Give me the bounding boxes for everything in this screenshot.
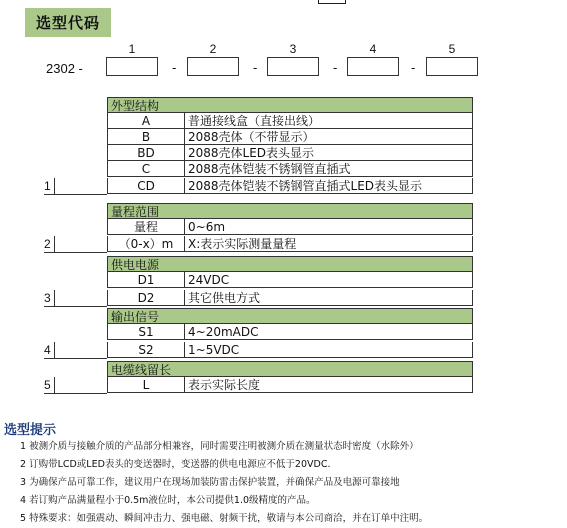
option-desc: 1~5VDC <box>185 342 473 358</box>
option-desc: 2088壳体铠装不锈钢管直插式 <box>185 161 473 177</box>
position-number-2: 2 <box>209 42 217 56</box>
index-line <box>44 194 107 195</box>
position-number-1: 1 <box>128 42 136 56</box>
group-header: 输出信号 <box>107 308 473 324</box>
index-line <box>44 306 107 307</box>
option-code: 量程 <box>107 219 185 235</box>
group-index: 2 <box>44 236 55 252</box>
group-index: 5 <box>44 377 55 393</box>
option-code: CD <box>107 178 185 194</box>
option-code: A <box>107 113 185 129</box>
index-line <box>44 393 107 394</box>
group-header: 外型结构 <box>107 97 473 113</box>
position-number-4: 4 <box>369 42 377 56</box>
option-code: （0-x）m <box>107 236 185 252</box>
code-dash: - <box>253 60 258 75</box>
option-code: L <box>107 377 185 393</box>
group-index: 3 <box>44 290 55 306</box>
option-code: S2 <box>107 342 185 358</box>
group-index: 1 <box>44 178 55 194</box>
option-desc: 0~6m <box>185 219 473 235</box>
option-code: S1 <box>107 324 185 340</box>
tip-item: 4 若订购产品满量程小于0.5m液位时，本公司提供1.0级精度的产品。 <box>20 495 316 506</box>
code-slot-2 <box>187 57 239 76</box>
index-line <box>44 358 107 359</box>
option-desc: 表示实际长度 <box>185 377 473 393</box>
page-title: 选型代码 <box>25 8 111 37</box>
option-code: BD <box>107 145 185 161</box>
position-number-3: 3 <box>289 42 297 56</box>
option-desc: 24VDC <box>185 272 473 288</box>
code-dash: - <box>411 60 416 75</box>
option-desc: 2088壳体铠装不锈钢管直插式LED表头显示 <box>185 178 473 194</box>
position-number-5: 5 <box>448 42 456 56</box>
tip-item: 2 订购带LCD或LED表头的变送器时，变送器的供电电源应不低于20VDC. <box>20 459 331 470</box>
code-dash: - <box>172 60 177 75</box>
option-code: B <box>107 129 185 145</box>
index-line <box>44 252 107 253</box>
option-code: C <box>107 161 185 177</box>
code-slot-1 <box>106 57 158 76</box>
option-desc: 2088壳体LED表头显示 <box>185 145 473 161</box>
option-desc: 普通接线盒（直接出线） <box>185 113 473 129</box>
option-code: D2 <box>107 290 185 306</box>
option-desc: 4~20mADC <box>185 324 473 340</box>
top-bracket <box>318 0 346 4</box>
group-header: 电缆线留长 <box>107 361 473 377</box>
code-slot-5 <box>426 57 478 76</box>
option-desc: 其它供电方式 <box>185 290 473 306</box>
code-dash: - <box>333 60 338 75</box>
tip-item: 5 特殊要求：如强震动、瞬间冲击力、强电磁、射频干扰，敬请与本公司商洽，并在订单中注明。 <box>20 513 429 524</box>
code-prefix: 2302 - <box>46 61 83 76</box>
option-code: D1 <box>107 272 185 288</box>
code-slot-3 <box>267 57 319 76</box>
code-slot-4 <box>347 57 399 76</box>
option-desc: X:表示实际测量量程 <box>185 236 473 252</box>
tip-item: 1 被测介质与接触介质的产品部分相兼容，同时需要注明被测介质在测量状态时密度（水除外） <box>20 441 419 452</box>
group-header: 供电电源 <box>107 256 473 272</box>
tip-item: 3 为确保产品可靠工作，建议用户在现场加装防雷击保护装置，并确保产品及电源可靠接地 <box>20 477 400 488</box>
group-index: 4 <box>44 342 55 358</box>
option-desc: 2088壳体（不带显示） <box>185 129 473 145</box>
group-header: 量程范围 <box>107 203 473 219</box>
tips-title: 选型提示 <box>4 423 57 438</box>
